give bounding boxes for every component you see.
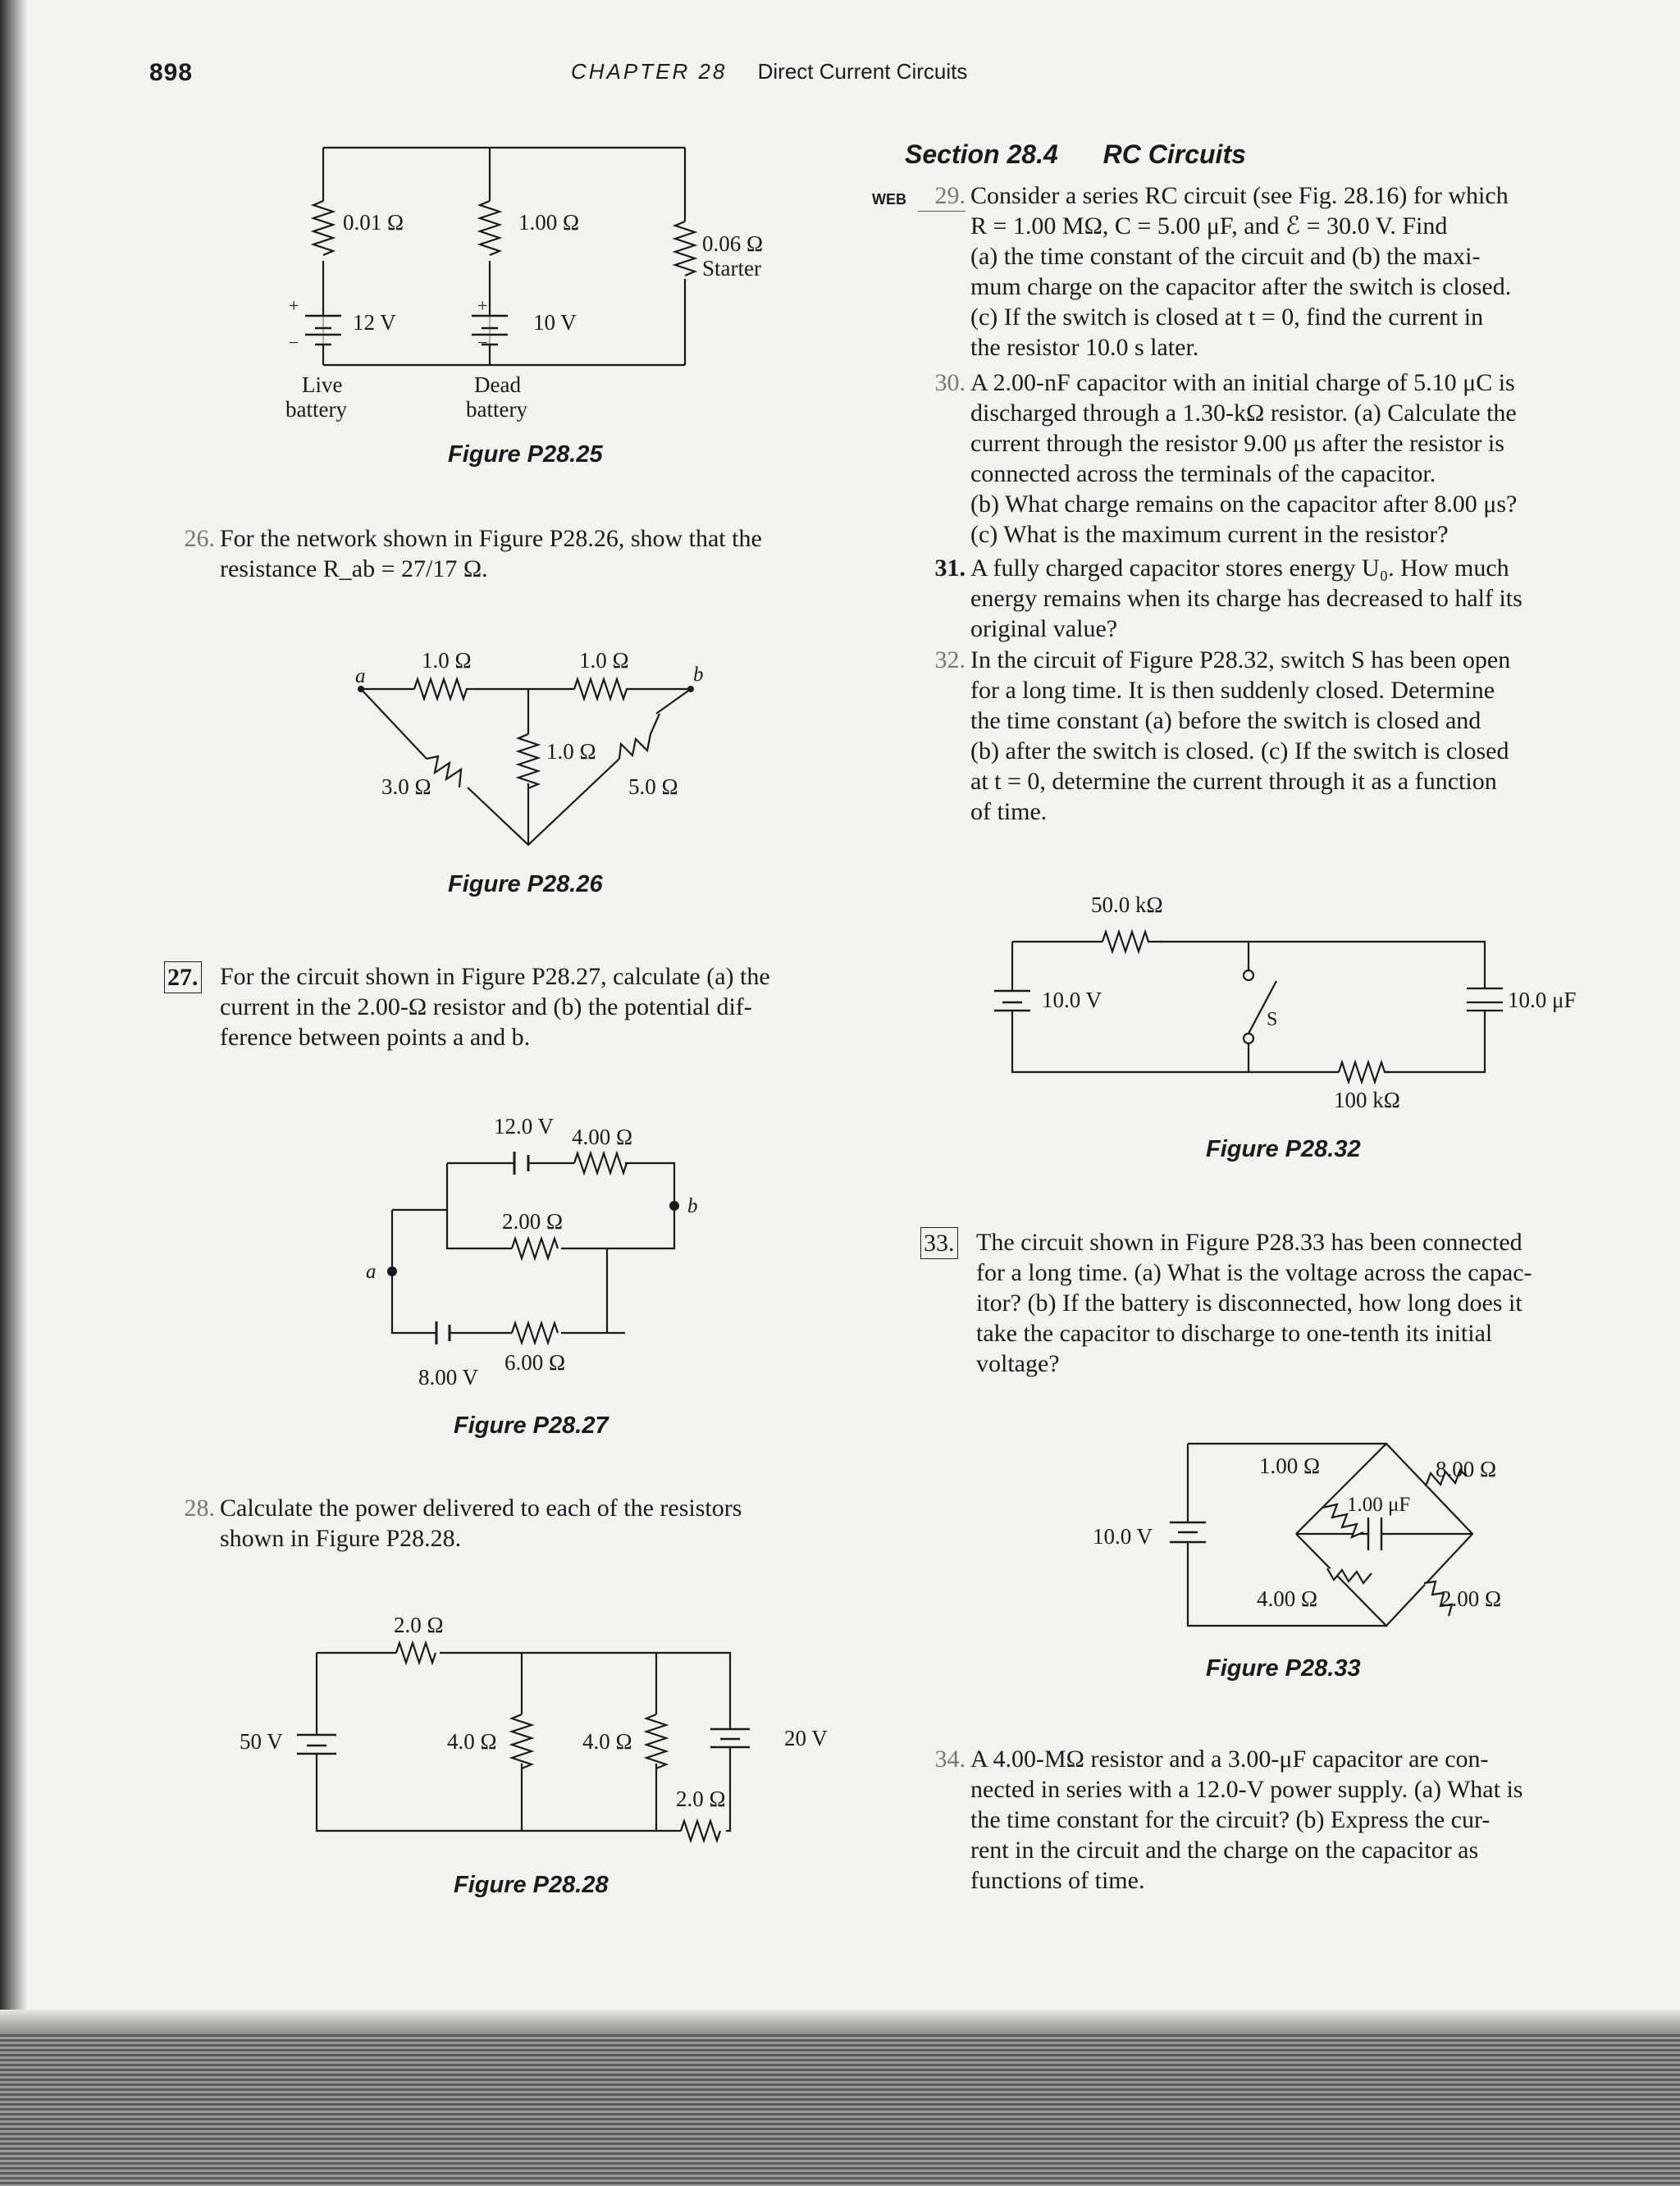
problem-29-line1: Consider a series RC circuit (see Fig. 28.16) for which <box>970 182 1509 209</box>
problem-29-line3: (a) the time constant of the circuit and (b) the maxi- <box>970 243 1481 270</box>
fig33-v-batt: 10.0 V <box>1093 1524 1153 1549</box>
problem-26-line2: resistance R_ab = 27/17 Ω. <box>220 555 488 582</box>
fig32-v-batt: 10.0 V <box>1042 988 1102 1012</box>
fig27-node-a: a <box>366 1261 377 1283</box>
problem-33-line2: for a long time. (a) What is the voltage across the capac- <box>976 1259 1532 1286</box>
problem-30-line6: (c) What is the maximum current in the resistor? <box>970 521 1449 548</box>
problem-28-number: 28. <box>184 1495 215 1522</box>
fig25-dead-line2: battery <box>466 397 527 422</box>
problem-30-line2: discharged through a 1.30-kΩ resistor. (a) Calculate the <box>970 399 1517 427</box>
problem-30-line4: connected across the terminals of the capacitor. <box>970 460 1436 487</box>
fig25-starter-label: Starter <box>702 256 761 281</box>
fig26-caption: Figure P28.26 <box>448 871 603 897</box>
problem-26-line1: For the network shown in Figure P28.26, show that the <box>220 525 762 552</box>
problem-27-line1: For the circuit shown in Figure P28.27, calculate (a) the <box>220 963 770 990</box>
fig25-dead-line1: Dead <box>474 372 521 397</box>
problem-28-line2: shown in Figure P28.28. <box>220 1525 462 1552</box>
problem-29-number: 29. <box>918 180 966 212</box>
problem-27-line2: current in the 2.00-Ω resistor and (b) the potential dif- <box>220 993 752 1020</box>
fig33-r-bl: 4.00 Ω <box>1257 1586 1318 1611</box>
fig27-v-bottom: 8.00 V <box>418 1365 479 1390</box>
fig25-minus-live: − <box>289 332 299 353</box>
problem-31-line2: energy remains when its charge has decreased to half its <box>970 585 1522 612</box>
problem-33-line1: The circuit shown in Figure P28.33 has been connected <box>976 1229 1522 1256</box>
fig25-v-live: 12 V <box>353 310 396 335</box>
fig28-r-mid2: 4.0 Ω <box>582 1729 632 1754</box>
fig26-r-left: 3.0 Ω <box>381 774 431 799</box>
fig28-r-mid1: 4.0 Ω <box>447 1729 497 1754</box>
section-number: Section 28.4 <box>905 139 1058 169</box>
chapter-label: CHAPTER 28 <box>571 59 728 84</box>
fig32-r-top: 50.0 kΩ <box>1091 892 1163 917</box>
problem-33-number: 33. <box>920 1227 958 1259</box>
web-tag: WEB <box>872 191 906 208</box>
fig26-node-a: a <box>355 665 366 687</box>
problem-34-line3: the time constant for the circuit? (b) Express the cur- <box>970 1806 1491 1833</box>
problem-32-number: 32. <box>934 646 966 673</box>
problem-34-line2: nected in series with a 12.0-V power supply. (a) What is <box>970 1776 1523 1803</box>
problem-29-line4: mum charge on the capacitor after the switch is closed. <box>970 273 1512 300</box>
fig27-node-b: b <box>687 1195 698 1217</box>
problem-26-number: 26. <box>184 525 215 552</box>
fig33-r-tl: 1.00 Ω <box>1259 1454 1321 1478</box>
fig28-v-right: 20 V <box>784 1726 828 1750</box>
fig27-v-top: 12.0 V <box>494 1114 555 1139</box>
fig25-live-line2: battery <box>285 397 347 422</box>
problem-29-line5: (c) If the switch is closed at t = 0, find the current in <box>970 303 1484 331</box>
problem-31-line3: original value? <box>970 615 1118 642</box>
problem-33-line3: itor? (b) If the battery is disconnected, how long does it <box>976 1289 1522 1317</box>
problem-32-line1: In the circuit of Figure P28.32, switch S has been open <box>970 646 1511 673</box>
problem-30-line1: A 2.00-nF capacitor with an initial charge of 5.10 μC is <box>970 369 1515 396</box>
fig25-v-dead: 10 V <box>533 310 577 335</box>
fig26-r-middle: 1.0 Ω <box>546 739 596 764</box>
fig25-live-line1: Live <box>302 372 343 397</box>
chapter-title: Direct Current Circuits <box>757 59 968 84</box>
fig25-r-dead: 1.00 Ω <box>518 210 580 235</box>
problem-32-line4: (b) after the switch is closed. (c) If the switch is closed <box>970 737 1509 764</box>
fig26-r-right: 5.0 Ω <box>628 774 678 799</box>
section-title: RC Circuits <box>1102 139 1246 169</box>
fig28-caption: Figure P28.28 <box>454 1872 609 1898</box>
problem-32-line3: the time constant (a) before the switch is closed and <box>970 707 1481 734</box>
problem-31-line1: A fully charged capacitor stores energy U₀. How much <box>970 554 1509 582</box>
fig28-v-left: 50 V <box>240 1729 283 1754</box>
fig28-r-bottom: 2.0 Ω <box>676 1787 726 1811</box>
fig25-caption: Figure P28.25 <box>448 441 603 468</box>
fig27-caption: Figure P28.27 <box>454 1412 609 1439</box>
problem-29-line2: R = 1.00 MΩ, C = 5.00 μF, and ℰ = 30.0 V. Find <box>970 212 1448 240</box>
problem-33-line5: voltage? <box>976 1350 1060 1377</box>
fig26-r-top-left: 1.0 Ω <box>422 648 472 673</box>
problem-27-line3: ference between points a and b. <box>220 1024 531 1051</box>
problem-30-number: 30. <box>934 369 966 396</box>
problem-32-line2: for a long time. It is then suddenly closed. Determine <box>970 677 1495 704</box>
fig33-r-br: 2.00 Ω <box>1440 1586 1502 1611</box>
problem-33-line4: take the capacitor to discharge to one-tenth its initial <box>976 1320 1493 1347</box>
problem-32-line6: of time. <box>970 798 1048 825</box>
fig32-r-bottom: 100 kΩ <box>1334 1088 1400 1112</box>
fig32-caption: Figure P28.32 <box>1206 1136 1361 1162</box>
problem-30-line3: current through the resistor 9.00 μs after the resistor is <box>970 430 1504 457</box>
fig32-switch-label: S <box>1267 1009 1278 1030</box>
page-number: 898 <box>149 59 194 86</box>
problem-27-number: 27. <box>164 961 202 993</box>
fig25-r-live: 0.01 Ω <box>343 210 404 235</box>
fig32-cap: 10.0 μF <box>1508 988 1577 1012</box>
problem-31-number: 31. <box>934 554 966 582</box>
fig25-minus-dead: − <box>477 332 488 353</box>
fig28-r-top: 2.0 Ω <box>394 1613 444 1637</box>
problem-34-line4: rent in the circuit and the charge on the capacitor as <box>970 1837 1479 1864</box>
problem-30-line5: (b) What charge remains on the capacitor after 8.00 μs? <box>970 491 1518 518</box>
problem-34-line1: A 4.00-MΩ resistor and a 3.00-μF capacitor are con- <box>970 1746 1489 1773</box>
fig25-plus-live: + <box>289 295 299 316</box>
fig27-r-top: 4.00 Ω <box>572 1125 633 1149</box>
fig25-r-starter: 0.06 Ω <box>702 231 764 256</box>
problem-28-line1: Calculate the power delivered to each of the resistors <box>220 1495 742 1522</box>
fig26-node-b: b <box>693 664 704 686</box>
fig25-plus-dead: + <box>477 295 488 316</box>
fig33-caption: Figure P28.33 <box>1206 1655 1361 1682</box>
fig26-r-top-right: 1.0 Ω <box>579 648 629 673</box>
fig33-r-tr: 8.00 Ω <box>1436 1457 1497 1481</box>
problem-29-line6: the resistor 10.0 s later. <box>970 334 1199 361</box>
fig27-r-bottom: 6.00 Ω <box>504 1350 566 1375</box>
problem-34 <box>934 1744 1523 1896</box>
problem-32-line5: at t = 0, determine the current through it as a function <box>970 768 1497 795</box>
fig33-cap: 1.00 μF <box>1347 1494 1411 1516</box>
fig27-r-mid: 2.00 Ω <box>502 1209 564 1234</box>
problem-34-line5: functions of time. <box>970 1867 1145 1894</box>
problem-34-number: 34. <box>934 1746 966 1773</box>
